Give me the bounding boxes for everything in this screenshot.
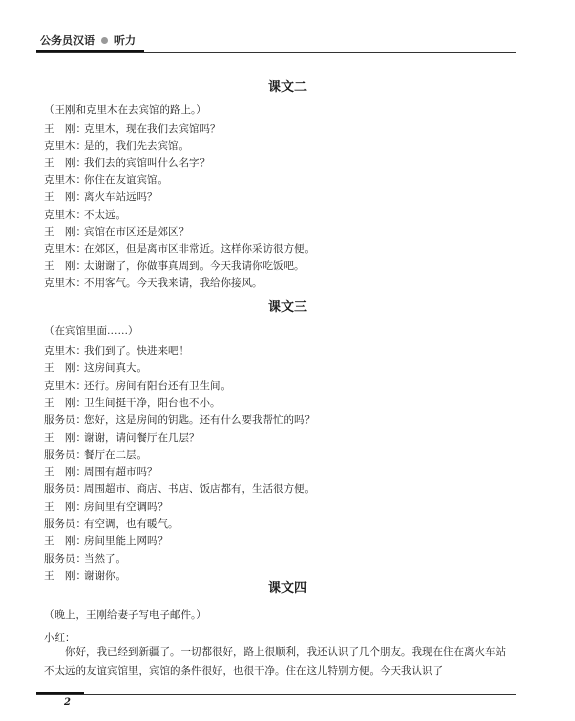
dialogue-line [44,534,168,548]
line-text: 宾馆在市区还是郊区？ [84,225,189,238]
line-text: 还行。房间有阳台还有卫生间。 [84,379,231,392]
speaker-label: 王 刚： [44,259,86,272]
speaker-label: 王 刚： [44,466,86,479]
line-text: 我们到了。快进来吧！ [84,345,189,357]
dialogue-line [44,361,147,375]
line-text: 当然了。 [84,552,126,565]
dialogue-line [44,156,210,170]
speaker-label: 王 刚： [44,362,86,375]
speaker-label: 克里木： [44,174,86,187]
dialogue-line [44,500,168,514]
line-text: 卫生间挺干净，阳台也不小。 [84,396,221,409]
line-text: 我们去的宾馆叫什么名字？ [84,157,210,170]
speaker-label: 克里木： [44,345,86,357]
line-text: 在郊区，但是离市区非常近。这样你采访很方便。 [84,242,315,255]
page-header [40,32,136,48]
dialogue-line [44,396,221,410]
line-text: 不太远。 [84,208,126,221]
dialogue-line [44,139,189,153]
line-text: 是的，我们先去宾馆。 [84,140,189,153]
line-text: 谢谢，请问餐厅在几层？ [84,431,200,444]
line-text: 谢谢你。 [84,569,126,582]
dialogue-line [44,448,147,462]
speaker-label: 服务员： [44,518,86,530]
speaker-label: 服务员： [44,552,86,565]
text-title: 课文二 [267,80,307,95]
dialogue-line [44,465,158,479]
speaker-label: 服务员： [44,483,86,496]
book-title: 公务员汉语 [40,34,95,47]
line-text: 不用客气。今天我来请，我给你接风。 [84,276,263,289]
dialogue-line [44,379,231,393]
dialogue-line [44,242,315,256]
text-title: 课文三 [267,300,307,315]
letter-paragraph: 你好，我已经到新疆了。一切都很好，路上很顺利，我还认识了几个朋友。我现在住在离火车站不太远的友谊宾馆里，宾馆的条件很好，也很干净。住在这儿特别方便。今天我认识了 [44,646,506,677]
dialogue-line [44,482,315,496]
scene-note: （在宾馆里面……） [44,325,139,337]
dialogue-line [44,431,200,445]
speaker-label: 克里木： [44,140,86,153]
dialogue-line [44,173,168,187]
dialogue-line [44,276,263,290]
line-text: 克里木，现在我们去宾馆吗？ [84,123,221,135]
dialogue-line [44,344,189,358]
dialogue-line [44,225,189,239]
salutation: 小红： [44,632,76,644]
line-text: 您好，这是房间的钥匙。还有什么要我帮忙的吗？ [84,414,315,427]
line-text: 房间里能上网吗？ [84,535,168,548]
speaker-label: 王 刚： [44,431,86,444]
dialogue-line [44,259,305,273]
speaker-label: 克里木： [44,242,86,255]
speaker-label: 王 刚： [44,535,86,548]
line-text: 太谢谢了，你做事真周到。今天我请你吃饭吧。 [84,259,305,272]
line-text: 离火车站远吗？ [84,191,158,204]
speaker-label: 服务员： [44,448,86,461]
line-text: 餐厅在二层。 [84,448,147,461]
speaker-label: 王 刚： [44,500,86,513]
scene-note: （晚上，王刚给妻子写电子邮件。） [44,609,207,621]
speaker-label: 王 刚： [44,123,86,135]
page-number: 2 [64,697,71,708]
speaker-label: 王 刚： [44,396,86,409]
dialogue-line [44,190,158,204]
footer-rule [36,694,516,695]
line-text: 周围有超市吗？ [84,466,158,479]
dot-separator-icon [101,37,108,44]
speaker-label: 王 刚： [44,191,86,204]
dialogue-line [44,208,126,222]
dialogue-line [44,413,315,427]
line-text: 你住在友谊宾馆。 [84,174,168,187]
dialogue-line [44,517,179,531]
speaker-label: 王 刚： [44,225,86,238]
scene-note: （王刚和克里木在去宾馆的路上。） [44,104,207,116]
speaker-label: 克里木： [44,208,86,221]
line-text: 房间里有空调吗？ [84,500,168,513]
dialogue-line [44,552,126,566]
speaker-label: 王 刚： [44,569,86,582]
line-text: 周围超市、商店、书店、饭店都有，生活很方便。 [84,483,315,496]
speaker-label: 服务员： [44,414,86,427]
speaker-label: 王 刚： [44,157,86,170]
line-text: 有空调，也有暖气。 [84,518,179,530]
dialogue-line [44,122,221,136]
section-label: 听力 [114,34,136,47]
text-title: 课文四 [267,581,307,596]
speaker-label: 克里木： [44,379,86,392]
header-rule [36,52,516,53]
line-text: 这房间真大。 [84,362,147,375]
speaker-label: 克里木： [44,276,86,289]
